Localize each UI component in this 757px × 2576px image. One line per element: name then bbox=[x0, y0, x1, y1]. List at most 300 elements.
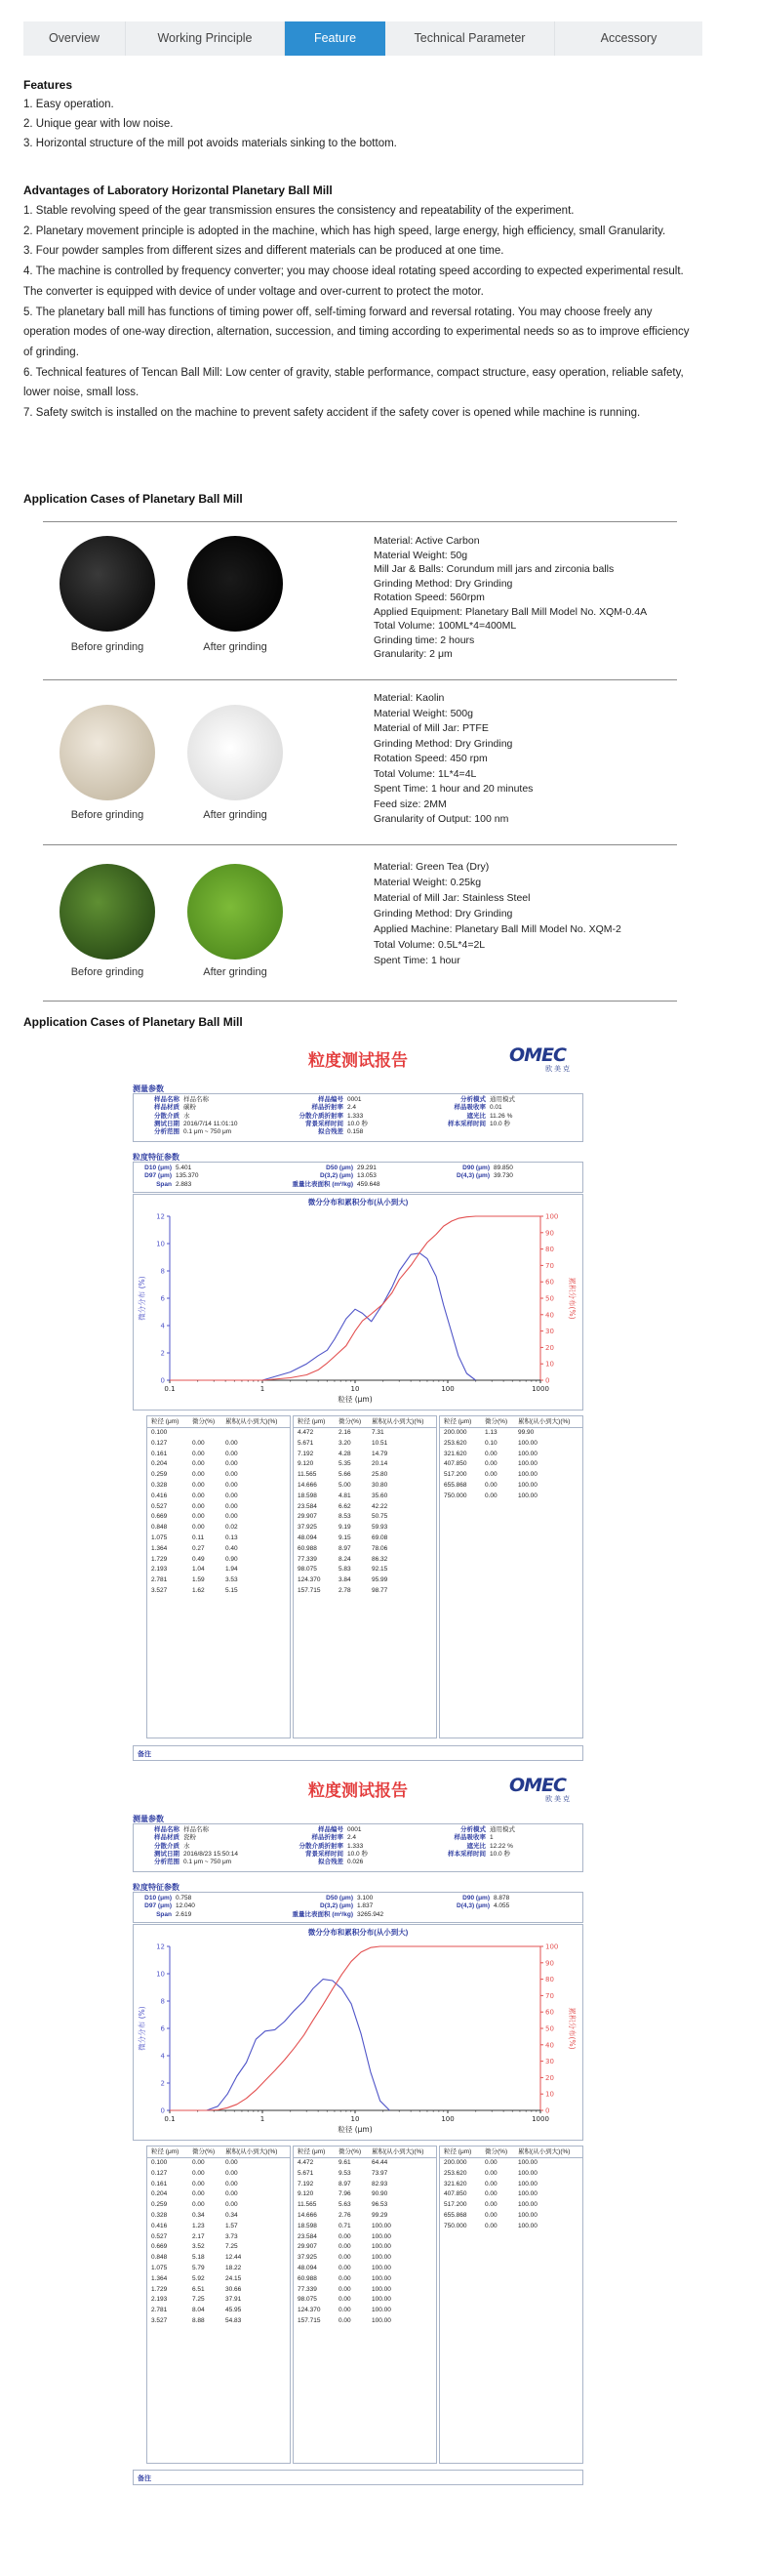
cell-size: 321.620 bbox=[444, 2180, 467, 2188]
table-row bbox=[147, 2274, 290, 2285]
param-value: 10.0 秒 bbox=[347, 1120, 368, 1127]
after-sample-image bbox=[187, 536, 283, 632]
table-row bbox=[294, 2158, 436, 2169]
cell-diff: 0.00 bbox=[339, 2285, 351, 2293]
param-key: 分散介质 bbox=[154, 1112, 179, 1120]
cell-cum: 99.29 bbox=[372, 2211, 388, 2219]
y2-tick-label: 90 bbox=[545, 1229, 554, 1238]
table-row bbox=[440, 1459, 582, 1470]
col-header: 粒径 (μm) bbox=[444, 2148, 472, 2155]
stat-row bbox=[269, 1172, 380, 1180]
size-table bbox=[293, 1415, 437, 1738]
after-caption: After grinding bbox=[203, 809, 267, 821]
cell-cum: 0.90 bbox=[225, 1555, 238, 1563]
param-row bbox=[287, 1104, 368, 1112]
cell-cum: 5.15 bbox=[225, 1586, 238, 1594]
cell-cum: 7.25 bbox=[225, 2243, 238, 2251]
spec-line: Grinding time: 2 hours bbox=[374, 634, 475, 646]
param-key: 背景采样时间 bbox=[305, 1850, 343, 1858]
cell-diff: 0.00 bbox=[192, 1524, 205, 1532]
cell-diff: 9.61 bbox=[339, 2159, 351, 2166]
col-header: 累积(从小到大)(%) bbox=[372, 1418, 424, 1425]
features-list bbox=[23, 95, 697, 153]
cell-diff: 9.19 bbox=[339, 1524, 351, 1532]
particle-size-report bbox=[133, 1765, 583, 2487]
stat-value: 4.055 bbox=[494, 1902, 510, 1910]
cell-size: 3.527 bbox=[151, 2316, 168, 2324]
cell-cum: 64.44 bbox=[372, 2159, 388, 2166]
param-value: 0001 bbox=[347, 1826, 362, 1833]
stat-key: D50 (μm) bbox=[326, 1165, 353, 1171]
cell-cum: 100.00 bbox=[372, 2264, 391, 2271]
stat-value: 29.291 bbox=[357, 1165, 377, 1171]
stat-value: 3.100 bbox=[357, 1895, 374, 1901]
cell-size: 2.781 bbox=[151, 2307, 168, 2314]
cell-cum: 100.00 bbox=[372, 2232, 391, 2240]
param-value: 样品名称 bbox=[183, 1826, 209, 1833]
param-key: 分析模式 bbox=[460, 1826, 486, 1833]
table-row bbox=[147, 2158, 290, 2169]
cell-size: 4.472 bbox=[298, 2159, 314, 2166]
table-row bbox=[440, 1428, 582, 1439]
cell-diff: 0.00 bbox=[339, 2316, 351, 2324]
cell-cum: 0.00 bbox=[225, 1471, 238, 1479]
cell-cum: 0.13 bbox=[225, 1533, 238, 1541]
cell-cum: 100.00 bbox=[518, 2159, 538, 2166]
table-row bbox=[294, 1459, 436, 1470]
cell-size: 0.161 bbox=[151, 2180, 168, 2188]
case-specs bbox=[374, 534, 647, 662]
table-row bbox=[440, 1481, 582, 1492]
cell-size: 124.370 bbox=[298, 2307, 321, 2314]
cell-cum: 12.44 bbox=[225, 2254, 242, 2262]
after-sample-image bbox=[187, 705, 283, 800]
param-value: 碳粉 bbox=[183, 1104, 196, 1112]
omec-logo bbox=[509, 1775, 578, 1803]
spec-line: Spent Time: 1 hour and 20 minutes bbox=[374, 783, 534, 795]
stat-row bbox=[137, 1165, 199, 1172]
x-tick-label: 100 bbox=[441, 1385, 455, 1393]
cell-size: 321.620 bbox=[444, 1450, 467, 1457]
table-row bbox=[147, 1523, 290, 1533]
param-key: 样品折射率 bbox=[311, 1834, 343, 1842]
param-value: 水 bbox=[183, 1842, 190, 1850]
before-sample-image bbox=[60, 536, 155, 632]
cell-size: 0.328 bbox=[151, 2211, 168, 2219]
stat-value: 459.648 bbox=[357, 1180, 380, 1188]
stat-key: D97 (μm) bbox=[144, 1902, 172, 1910]
y-tick-label: 4 bbox=[160, 2052, 165, 2061]
cell-cum: 0.34 bbox=[225, 2211, 238, 2219]
table-row bbox=[294, 2222, 436, 2232]
spec-line: Granularity of Output: 100 nm bbox=[374, 813, 509, 825]
tab-technical-parameter[interactable]: Technical Parameter bbox=[385, 21, 555, 56]
cell-diff: 1.13 bbox=[485, 1429, 498, 1436]
table-row bbox=[294, 1428, 436, 1439]
stat-key: D90 (μm) bbox=[462, 1895, 490, 1901]
stat-key: Span bbox=[156, 1180, 172, 1188]
tab-overview[interactable]: Overview bbox=[23, 21, 126, 56]
cell-diff: 0.10 bbox=[485, 1439, 498, 1447]
cell-diff: 8.88 bbox=[192, 2316, 205, 2324]
cell-cum: 37.91 bbox=[225, 2296, 242, 2304]
stat-value: 13.053 bbox=[357, 1172, 377, 1180]
cell-cum: 3.53 bbox=[225, 1576, 238, 1584]
cell-size: 750.000 bbox=[444, 1492, 467, 1499]
table-row bbox=[440, 1450, 582, 1460]
stat-key: D90 (μm) bbox=[462, 1165, 490, 1171]
cell-cum: 100.00 bbox=[518, 2190, 538, 2198]
stats-column bbox=[269, 1165, 380, 1189]
param-value: 0001 bbox=[347, 1096, 362, 1103]
cell-size: 253.620 bbox=[444, 1439, 467, 1447]
col-header: 粒径 (μm) bbox=[444, 1418, 472, 1425]
stat-value: 1.837 bbox=[357, 1902, 374, 1910]
y-tick-label: 10 bbox=[156, 1970, 165, 1979]
y2-tick-label: 20 bbox=[545, 1343, 554, 1352]
y2-tick-label: 100 bbox=[545, 1942, 559, 1951]
cell-cum: 42.22 bbox=[372, 1502, 388, 1510]
cell-size: 0.416 bbox=[151, 1492, 168, 1499]
stats-column bbox=[269, 1895, 383, 1919]
cell-size: 0.100 bbox=[151, 1429, 168, 1436]
table-header bbox=[147, 2147, 290, 2158]
spec-line: Total Volume: 0.5L*4=2L bbox=[374, 939, 486, 951]
cell-cum: 20.14 bbox=[372, 1460, 388, 1468]
stat-key: D50 (μm) bbox=[326, 1895, 353, 1901]
before-sample-image bbox=[60, 864, 155, 960]
table-row bbox=[147, 1575, 290, 1586]
y-tick-label: 8 bbox=[160, 1267, 165, 1276]
x-tick-label: 1 bbox=[259, 2115, 265, 2123]
logo-subtext: 欧 美 克 bbox=[545, 1066, 570, 1073]
cell-diff: 1.62 bbox=[192, 1586, 205, 1594]
y-tick-label: 6 bbox=[160, 1294, 165, 1303]
param-value: 2.4 bbox=[347, 1104, 357, 1112]
spec-line: Material of Mill Jar: Stainless Steel bbox=[374, 892, 531, 904]
cell-cum: 30.66 bbox=[225, 2285, 242, 2293]
col-header: 微分(%) bbox=[339, 1418, 362, 1425]
cell-cum: 100.00 bbox=[372, 2316, 391, 2324]
cell-size: 5.671 bbox=[298, 2169, 314, 2177]
spec-line: Total Volume: 1L*4=4L bbox=[374, 767, 477, 780]
stats-column bbox=[425, 1895, 509, 1919]
cell-diff: 8.24 bbox=[339, 1555, 351, 1563]
cell-size: 0.259 bbox=[151, 2201, 168, 2209]
cell-cum: 99.90 bbox=[518, 1429, 535, 1436]
param-row bbox=[137, 1859, 238, 1866]
spec-line: Granularity: 2 μm bbox=[374, 648, 453, 660]
param-key: 分析范围 bbox=[154, 1859, 179, 1866]
param-value: 2.4 bbox=[347, 1834, 357, 1842]
cell-size: 7.192 bbox=[298, 1450, 314, 1457]
param-key: 分散介质折射率 bbox=[299, 1112, 343, 1120]
param-key: 样本采样时间 bbox=[448, 1120, 486, 1127]
table-row bbox=[294, 1492, 436, 1502]
cell-diff: 0.00 bbox=[485, 1471, 498, 1479]
cell-size: 60.988 bbox=[298, 1544, 317, 1552]
y-tick-label: 10 bbox=[156, 1240, 165, 1248]
spec-line: Feed size: 2MM bbox=[374, 797, 447, 810]
cell-cum: 100.00 bbox=[518, 1460, 538, 1468]
omec-logo bbox=[509, 1044, 578, 1073]
cell-size: 9.120 bbox=[298, 2190, 314, 2198]
stat-key: D(3,2) (μm) bbox=[320, 1902, 353, 1910]
case-specs bbox=[374, 859, 621, 968]
size-table bbox=[439, 2146, 583, 2464]
stat-value: 8.878 bbox=[494, 1895, 510, 1901]
cell-diff: 0.00 bbox=[192, 1502, 205, 1510]
stat-value: 2.619 bbox=[176, 1910, 192, 1918]
cell-cum: 0.00 bbox=[225, 1502, 238, 1510]
param-row bbox=[437, 1121, 515, 1128]
cell-diff: 2.78 bbox=[339, 1586, 351, 1594]
cell-cum: 96.53 bbox=[372, 2201, 388, 2209]
table-row bbox=[294, 1512, 436, 1523]
table-row bbox=[440, 2211, 582, 2222]
cell-diff: 1.59 bbox=[192, 1576, 205, 1584]
stats-column bbox=[425, 1165, 513, 1189]
param-row bbox=[137, 1104, 238, 1112]
cell-diff: 8.97 bbox=[339, 2180, 351, 2188]
cell-diff: 0.00 bbox=[485, 1460, 498, 1468]
param-row bbox=[137, 1128, 238, 1136]
cell-diff: 0.34 bbox=[192, 2211, 205, 2219]
cell-diff: 0.49 bbox=[192, 1555, 205, 1563]
table-row bbox=[294, 2306, 436, 2316]
after-sample-image bbox=[187, 864, 283, 960]
chart-axes bbox=[137, 1943, 578, 2135]
tab-working-principle[interactable]: Working Principle bbox=[126, 21, 285, 56]
x-axis-label: 粒径 (μm) bbox=[338, 2125, 373, 2134]
cell-diff: 2.16 bbox=[339, 1429, 351, 1436]
cell-diff: 9.15 bbox=[339, 1533, 351, 1541]
table-header bbox=[440, 2147, 582, 2158]
before-caption: Before grinding bbox=[70, 809, 144, 821]
cell-size: 655.868 bbox=[444, 1481, 467, 1489]
table-row bbox=[147, 2232, 290, 2243]
before-sample-image bbox=[60, 705, 155, 800]
chart-axes bbox=[137, 1213, 578, 1405]
cell-size: 517.200 bbox=[444, 2201, 467, 2209]
cell-size: 0.669 bbox=[151, 2243, 168, 2251]
param-value: 10.0 秒 bbox=[490, 1850, 510, 1858]
cell-diff: 0.00 bbox=[192, 2201, 205, 2209]
cell-diff: 0.71 bbox=[339, 2222, 351, 2229]
param-key: 测试日期 bbox=[154, 1120, 179, 1127]
stat-value: 12.040 bbox=[176, 1902, 195, 1910]
report-note: 备注 bbox=[133, 1745, 583, 1761]
stat-key: 重量比表面积 (m²/kg) bbox=[292, 1910, 353, 1918]
spec-line: Total Volume: 100ML*4=400ML bbox=[374, 620, 517, 632]
table-row bbox=[147, 1565, 290, 1575]
cell-cum: 0.00 bbox=[225, 2180, 238, 2188]
cell-size: 0.527 bbox=[151, 2232, 168, 2240]
cell-diff: 6.62 bbox=[339, 1502, 351, 1510]
y2-tick-label: 30 bbox=[545, 1328, 554, 1336]
cell-size: 77.339 bbox=[298, 2285, 317, 2293]
cell-size: 98.075 bbox=[298, 1566, 317, 1574]
param-value: 0.158 bbox=[347, 1128, 364, 1136]
table-row bbox=[294, 1575, 436, 1586]
cell-cum: 0.00 bbox=[225, 1492, 238, 1499]
cell-diff: 0.00 bbox=[339, 2296, 351, 2304]
x-tick-label: 10 bbox=[350, 2115, 360, 2123]
stat-row bbox=[137, 1181, 199, 1189]
cell-diff: 0.00 bbox=[192, 1471, 205, 1479]
stat-key: 重量比表面积 (m²/kg) bbox=[292, 1180, 353, 1188]
y-tick-label: 0 bbox=[160, 2106, 165, 2115]
table-row bbox=[147, 1450, 290, 1460]
cell-size: 48.094 bbox=[298, 1533, 317, 1541]
cell-size: 0.527 bbox=[151, 1502, 168, 1510]
param-row bbox=[137, 1851, 238, 1859]
case-specs bbox=[374, 691, 533, 828]
y2-tick-label: 0 bbox=[545, 1376, 550, 1385]
cell-cum: 3.73 bbox=[225, 2232, 238, 2240]
table-row bbox=[294, 2189, 436, 2200]
params-column bbox=[287, 1096, 368, 1136]
x-tick-label: 1 bbox=[259, 1385, 265, 1393]
param-value: 11.26 % bbox=[490, 1112, 513, 1120]
stat-row bbox=[269, 1895, 383, 1902]
cell-diff: 5.79 bbox=[192, 2264, 205, 2271]
param-value: 1.333 bbox=[347, 1112, 364, 1120]
cell-diff: 0.00 bbox=[339, 2264, 351, 2271]
cell-cum: 45.95 bbox=[225, 2307, 242, 2314]
cell-size: 0.127 bbox=[151, 1439, 168, 1447]
cell-cum: 0.00 bbox=[225, 1513, 238, 1521]
advantage-item: 6. Technical features of Tencan Ball Mill: Low center of gravity, stable performance, compact structure, easy operation, reliable safety, lower noise, small loss. bbox=[23, 366, 684, 399]
param-value: 1 bbox=[490, 1834, 494, 1842]
tab-feature[interactable]: Feature bbox=[285, 21, 385, 56]
cell-size: 7.192 bbox=[298, 2180, 314, 2188]
stat-row bbox=[425, 1895, 509, 1902]
stat-row bbox=[425, 1165, 513, 1172]
cell-cum: 100.00 bbox=[372, 2285, 391, 2293]
params-heading: 测量参数 bbox=[133, 1084, 164, 1093]
cell-cum: 7.31 bbox=[372, 1429, 384, 1436]
param-value: 10.0 秒 bbox=[347, 1850, 368, 1858]
cell-cum: 14.79 bbox=[372, 1450, 388, 1457]
cell-diff: 0.00 bbox=[192, 2180, 205, 2188]
param-row bbox=[437, 1843, 515, 1851]
x-tick-label: 10 bbox=[350, 1385, 360, 1393]
cell-size: 0.100 bbox=[151, 2159, 168, 2166]
advantage-item: 1. Stable revolving speed of the gear transmission ensures the consistency and repeatability of the experiment. bbox=[23, 205, 575, 217]
distribution-chart bbox=[133, 1937, 583, 2140]
cell-diff: 5.66 bbox=[339, 1471, 351, 1479]
cell-diff: 1.04 bbox=[192, 1566, 205, 1574]
param-key: 样品材质 bbox=[154, 1104, 179, 1112]
table-row bbox=[294, 1544, 436, 1555]
table-row bbox=[147, 1512, 290, 1523]
table-row bbox=[294, 1586, 436, 1597]
cell-cum: 100.00 bbox=[372, 2296, 391, 2304]
cell-size: 655.868 bbox=[444, 2211, 467, 2219]
y2-tick-label: 70 bbox=[545, 1261, 554, 1270]
size-table bbox=[439, 1415, 583, 1738]
stat-key: D(4,3) (μm) bbox=[457, 1902, 490, 1910]
stat-key: Span bbox=[156, 1910, 172, 1918]
table-row bbox=[294, 2180, 436, 2190]
y2-tick-label: 20 bbox=[545, 2073, 554, 2082]
y2-tick-label: 70 bbox=[545, 1991, 554, 2000]
cell-diff: 4.81 bbox=[339, 1492, 351, 1499]
col-header: 累积(从小到大)(%) bbox=[518, 1418, 571, 1425]
size-table bbox=[146, 1415, 291, 1738]
table-header bbox=[294, 2147, 436, 2158]
cell-cum: 100.00 bbox=[372, 2307, 391, 2314]
tab-accessory[interactable]: Accessory bbox=[600, 31, 657, 45]
table-row bbox=[294, 2242, 436, 2253]
param-row bbox=[437, 1113, 515, 1121]
table-row bbox=[147, 1470, 290, 1481]
distribution-chart bbox=[133, 1206, 583, 1410]
table-row bbox=[294, 1470, 436, 1481]
col-header: 粒径 (μm) bbox=[298, 2148, 326, 2155]
spec-line: Rotation Speed: 450 rpm bbox=[374, 753, 488, 764]
spec-line: Mill Jar & Balls: Corundum mill jars and zirconia balls bbox=[374, 563, 615, 575]
param-row bbox=[437, 1834, 515, 1842]
particle-size-report bbox=[133, 1035, 583, 1762]
table-row bbox=[147, 1533, 290, 1544]
cell-size: 60.988 bbox=[298, 2274, 317, 2282]
cell-cum: 78.06 bbox=[372, 1544, 388, 1552]
param-key: 拟合残差 bbox=[318, 1128, 343, 1136]
x-axis-label: 粒径 (μm) bbox=[338, 1395, 373, 1404]
cell-size: 3.527 bbox=[151, 1586, 168, 1594]
cell-size: 0.669 bbox=[151, 1513, 168, 1521]
stat-value: 135.370 bbox=[176, 1172, 199, 1180]
tab-bar bbox=[23, 21, 702, 56]
cell-size: 98.075 bbox=[298, 2296, 317, 2304]
before-caption: Before grinding bbox=[70, 966, 144, 978]
param-value: 2016/7/14 11:01:10 bbox=[183, 1120, 238, 1127]
spec-line: Material Weight: 0.25kg bbox=[374, 877, 482, 888]
y2-axis-label: 累积分布(%) bbox=[568, 2007, 577, 2050]
spec-line: Grinding Method: Dry Grinding bbox=[374, 577, 513, 590]
y2-tick-label: 60 bbox=[545, 1278, 554, 1287]
cell-size: 1.729 bbox=[151, 1555, 168, 1563]
cell-size: 0.848 bbox=[151, 1524, 168, 1532]
y-tick-label: 6 bbox=[160, 2024, 165, 2033]
stat-key: D97 (μm) bbox=[144, 1172, 172, 1180]
param-key: 遮光比 bbox=[466, 1842, 486, 1850]
param-row bbox=[287, 1113, 368, 1121]
spec-line: Material Weight: 500g bbox=[374, 707, 473, 719]
cell-size: 29.907 bbox=[298, 1513, 317, 1521]
table-row bbox=[294, 2211, 436, 2222]
col-header: 累积(从小到大)(%) bbox=[518, 2148, 571, 2155]
cell-cum: 0.00 bbox=[225, 2159, 238, 2166]
cell-size: 750.000 bbox=[444, 2222, 467, 2229]
cell-size: 407.850 bbox=[444, 2190, 467, 2198]
chart-title: 微分分布和累积分布(从小到大) bbox=[307, 1928, 409, 1937]
cell-diff: 0.00 bbox=[485, 1492, 498, 1499]
logo-subtext: 欧 美 克 bbox=[545, 1796, 570, 1803]
param-key: 样品材质 bbox=[154, 1834, 179, 1842]
stat-key: D10 (μm) bbox=[144, 1165, 172, 1171]
table-row bbox=[147, 2200, 290, 2211]
cell-cum: 0.00 bbox=[225, 1481, 238, 1489]
cell-size: 14.666 bbox=[298, 1481, 317, 1489]
param-value: 通用模式 bbox=[490, 1096, 515, 1103]
y2-tick-label: 90 bbox=[545, 1959, 554, 1968]
param-key: 样品折射率 bbox=[311, 1104, 343, 1112]
table-row bbox=[147, 2316, 290, 2327]
cell-size: 11.565 bbox=[298, 2201, 317, 2209]
